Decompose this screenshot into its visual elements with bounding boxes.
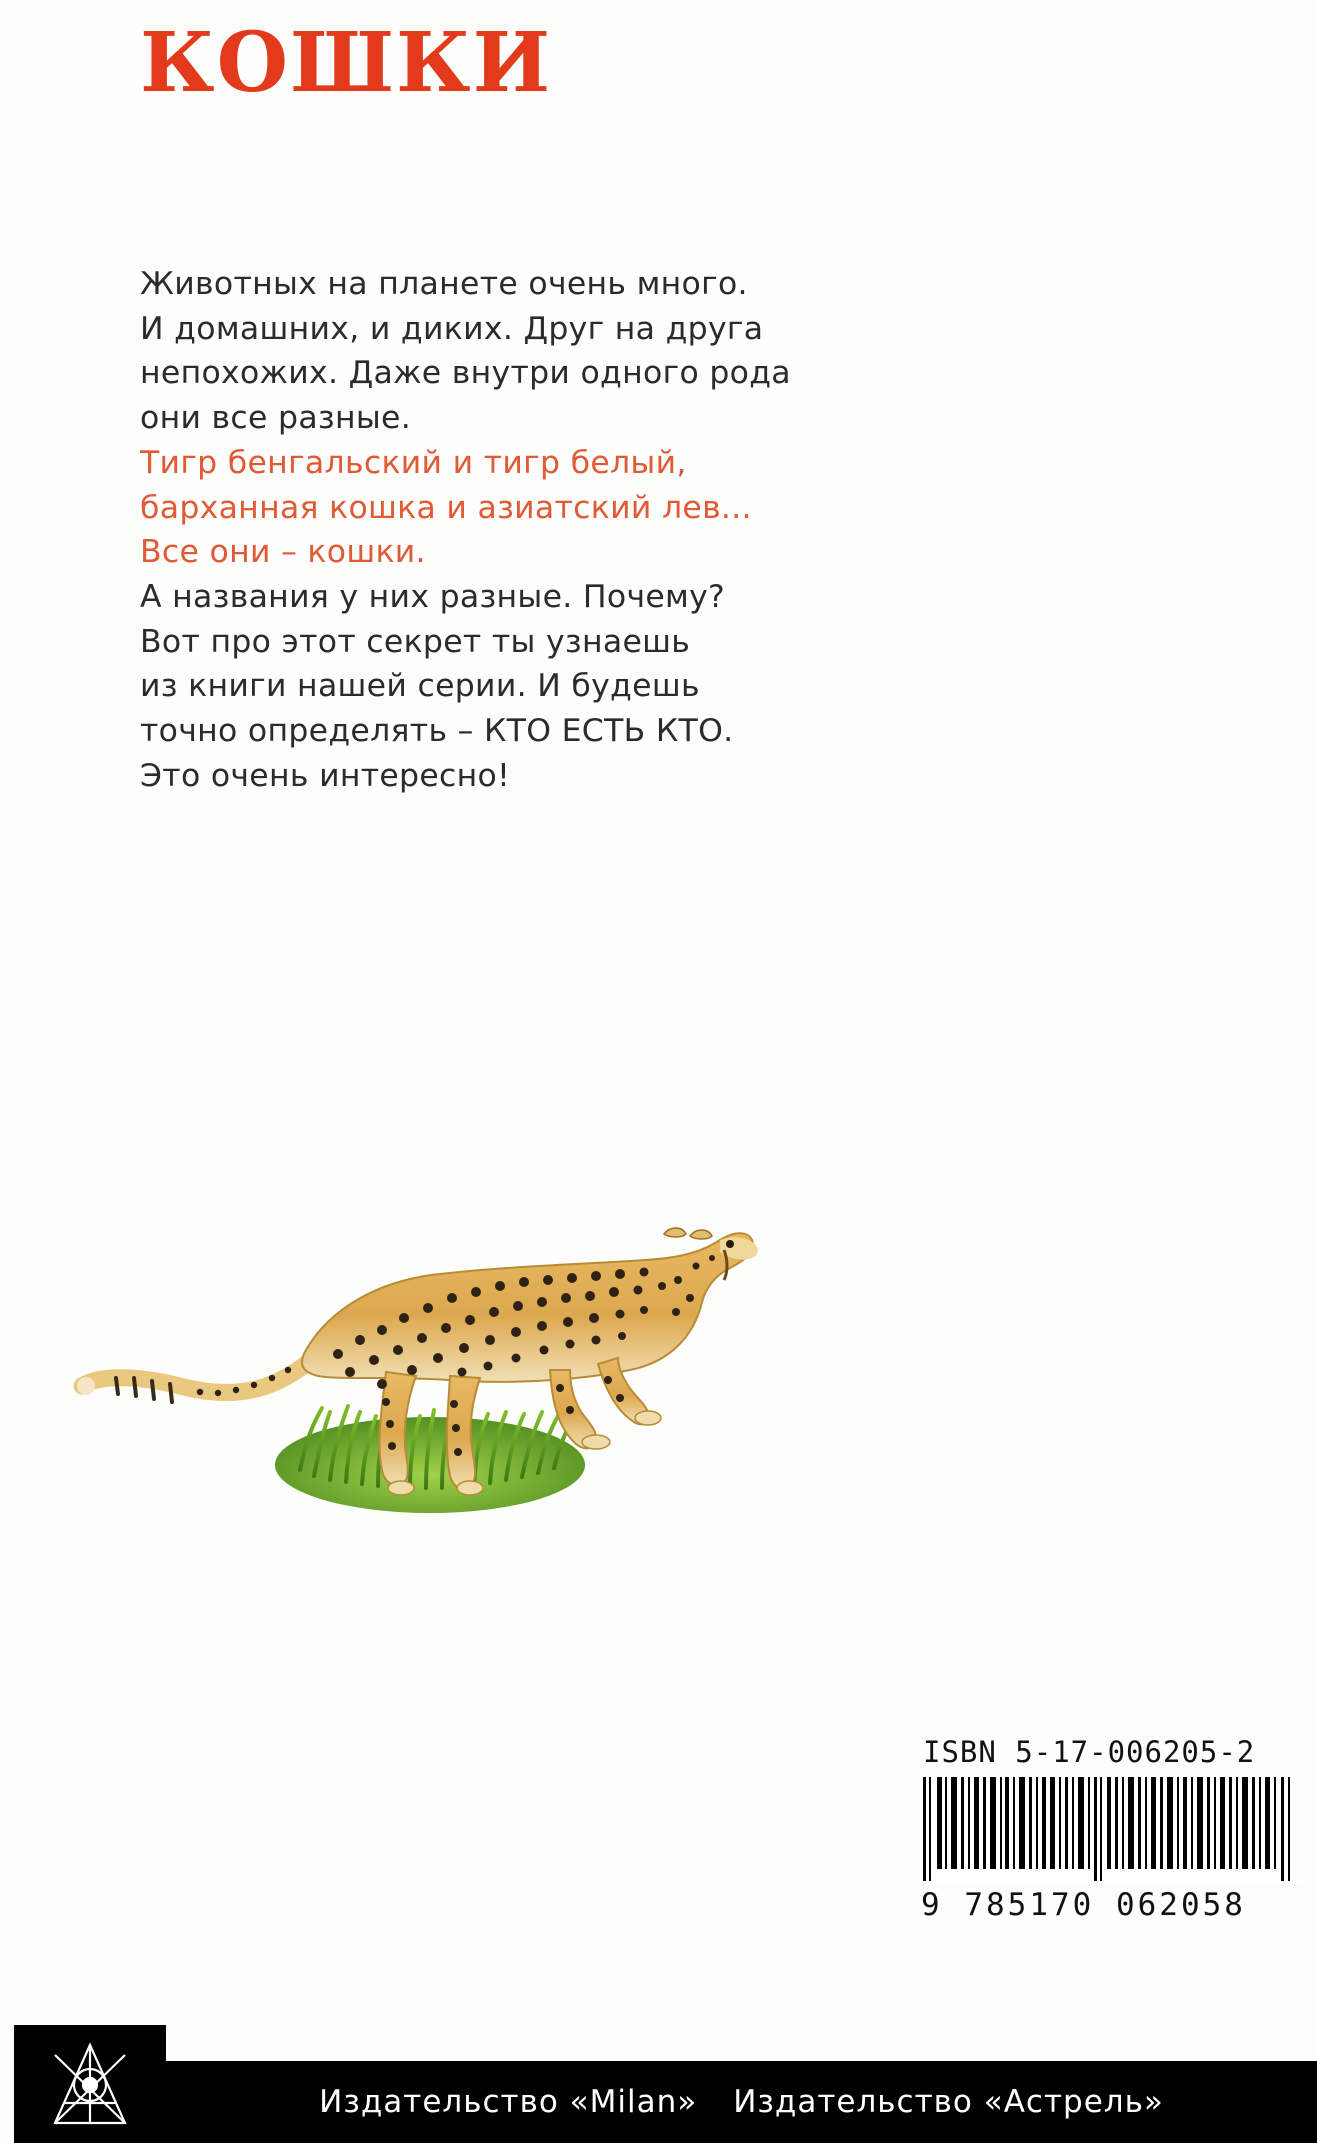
blurb-line: непохожих. Даже внутри одного рода bbox=[140, 355, 791, 392]
blurb-line-accent: Тигр бенгальский и тигр белый, bbox=[140, 444, 687, 481]
blurb-line: А названия у них разные. Почему? bbox=[140, 579, 726, 616]
blurb-line: Животных на планете очень много. bbox=[140, 266, 748, 302]
barcode-digits: 9 785170 062058 bbox=[921, 1887, 1246, 1923]
blurb-line: они все разные. bbox=[140, 400, 412, 437]
footer-publishers bbox=[166, 2061, 1317, 2143]
publisher-milan: Издательство «Milan» bbox=[319, 2084, 698, 2120]
isbn-number: ISBN 5-17-006205-2 bbox=[923, 1735, 1256, 1769]
footer bbox=[0, 2023, 1317, 2143]
barcode-image bbox=[919, 1777, 1303, 1885]
publisher-astrel: Издательство «Астрель» bbox=[733, 2084, 1164, 2120]
blurb-line-accent: Все они – кошки. bbox=[140, 534, 426, 571]
blurb-line: Это очень интересно! bbox=[140, 757, 511, 794]
blurb-line: И домашних, и диких. Друг на друга bbox=[140, 310, 764, 347]
blurb-line: Вот про этот секрет ты узнаешь bbox=[140, 623, 691, 660]
cheetah-illustration bbox=[30, 1140, 1040, 1590]
blurb-text bbox=[140, 262, 1020, 799]
isbn-block bbox=[919, 1735, 1309, 1923]
publisher-logo-icon bbox=[14, 2025, 166, 2143]
blurb-line: из книги нашей серии. И будешь bbox=[140, 668, 700, 705]
blurb-line-accent: барханная кошка и азиатский лев... bbox=[140, 489, 752, 526]
blurb-line: точно определять – КТО ЕСТЬ КТО. bbox=[140, 713, 734, 750]
page-title: КОШКИ bbox=[140, 15, 553, 111]
